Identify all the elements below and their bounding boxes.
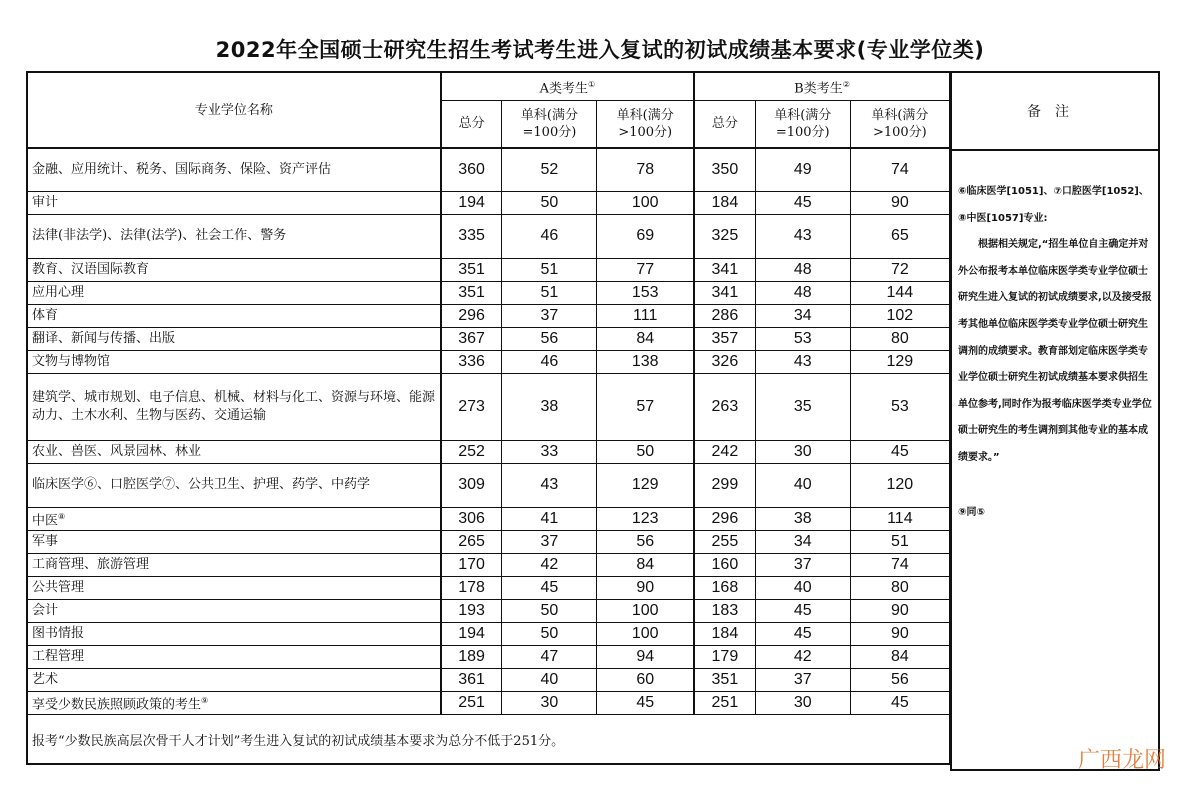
- remarks-note-medical: ⑥临床医学[1051]、⑦口腔医学[1052]、⑧中医[1057]专业:: [958, 186, 1149, 224]
- a-s2-cell: 111: [597, 304, 694, 327]
- a-s1-cell: 50: [502, 191, 597, 214]
- table-row: [27, 304, 950, 327]
- degree-name-cell: 军事: [27, 530, 441, 553]
- a-s2-cell: 100: [597, 191, 694, 214]
- b-total-cell: 357: [694, 327, 755, 350]
- a-s1-cell: 40: [502, 668, 597, 691]
- b-s1-cell: 34: [755, 530, 850, 553]
- b-total-cell: 255: [694, 530, 755, 553]
- b-total-cell: 326: [694, 350, 755, 373]
- b-total-cell: 184: [694, 622, 755, 645]
- degree-name-cell: 金融、应用统计、税务、国际商务、保险、资产评估: [27, 148, 441, 191]
- a-s2-cell: 138: [597, 350, 694, 373]
- b-s2-cell: 114: [850, 507, 949, 530]
- b-total-cell: 351: [694, 668, 755, 691]
- b-s1-cell: 40: [755, 463, 850, 507]
- a-s2-cell: 100: [597, 599, 694, 622]
- b-s2-cell: 102: [850, 304, 949, 327]
- a-total-cell: 252: [441, 440, 502, 463]
- a-s1-cell: 56: [502, 327, 597, 350]
- degree-name-cell: 中医⑧: [27, 507, 441, 530]
- b-s1-cell: 37: [755, 553, 850, 576]
- a-s1-cell: 46: [502, 350, 597, 373]
- b-s1-cell: 37: [755, 668, 850, 691]
- a-total-cell: 296: [441, 304, 502, 327]
- a-s2-cell: 123: [597, 507, 694, 530]
- b-total-cell: 341: [694, 258, 755, 281]
- b-s2-cell: 90: [850, 599, 949, 622]
- b-total-cell: 341: [694, 281, 755, 304]
- table-row: [27, 148, 950, 191]
- a-total-cell: 178: [441, 576, 502, 599]
- a-total-cell: 251: [441, 691, 502, 714]
- header-b-total: 总分: [694, 100, 755, 148]
- a-s1-cell: 52: [502, 148, 597, 191]
- b-s2-cell: 90: [850, 191, 949, 214]
- b-s2-cell: 80: [850, 576, 949, 599]
- degree-name-cell: 图书情报: [27, 622, 441, 645]
- b-s2-cell: 65: [850, 214, 949, 258]
- a-total-cell: 273: [441, 373, 502, 440]
- a-s2-cell: 94: [597, 645, 694, 668]
- degree-name-cell: 公共管理: [27, 576, 441, 599]
- table-row: [27, 530, 950, 553]
- a-s1-cell: 50: [502, 622, 597, 645]
- b-s1-cell: 43: [755, 350, 850, 373]
- a-total-cell: 194: [441, 191, 502, 214]
- footnote-text: 报考“少数民族高层次骨干人才计划”考生进入复试的初试成绩基本要求为总分不低于251分。: [27, 715, 950, 765]
- a-s2-cell: 60: [597, 668, 694, 691]
- a-s1-cell: 51: [502, 281, 597, 304]
- a-total-cell: 361: [441, 668, 502, 691]
- a-s1-cell: 41: [502, 507, 597, 530]
- a-total-cell: 335: [441, 214, 502, 258]
- a-total-cell: 309: [441, 463, 502, 507]
- b-total-cell: 183: [694, 599, 755, 622]
- b-s1-cell: 53: [755, 327, 850, 350]
- degree-name-cell: 临床医学⑥、口腔医学⑦、公共卫生、护理、药学、中药学: [27, 463, 441, 507]
- table-row: [27, 668, 950, 691]
- a-s2-cell: 153: [597, 281, 694, 304]
- degree-name-cell: 会计: [27, 599, 441, 622]
- a-total-cell: 360: [441, 148, 502, 191]
- table-row: [27, 440, 950, 463]
- a-s2-cell: 78: [597, 148, 694, 191]
- table-row: [27, 599, 950, 622]
- table-row: [27, 281, 950, 304]
- b-s1-cell: 48: [755, 281, 850, 304]
- b-s2-cell: 45: [850, 691, 949, 714]
- b-s2-cell: 120: [850, 463, 949, 507]
- remarks-header: 备注: [952, 73, 1158, 151]
- a-s1-cell: 33: [502, 440, 597, 463]
- a-s2-cell: 57: [597, 373, 694, 440]
- remarks-note-regulation: 根据相关规定,“招生单位自主确定并对外公布报考本单位临床医学类专业学位硕士研究生进入复试的初试成绩要求,以及接受报考其他单位临床医学类专业学位硕士研究生调剂的成绩要求。教育部划定临床医学类专业学位硕士研究生初试成绩基本要求供招生单位参考,同时作为报考临床医学类专业学位硕士研究生的考生调剂到其他专业的基本成绩要求。”: [958, 239, 1152, 463]
- b-s1-cell: 34: [755, 304, 850, 327]
- a-s1-cell: 50: [502, 599, 597, 622]
- remarks-column: [950, 71, 1160, 771]
- header-group-b: B类考生②: [694, 72, 949, 100]
- b-total-cell: 350: [694, 148, 755, 191]
- table-row: [27, 691, 950, 714]
- b-total-cell: 168: [694, 576, 755, 599]
- table-row: [27, 645, 950, 668]
- score-sheet: [26, 71, 1160, 773]
- b-s2-cell: 90: [850, 622, 949, 645]
- degree-name-cell: 教育、汉语国际教育: [27, 258, 441, 281]
- b-s1-cell: 38: [755, 507, 850, 530]
- a-s1-cell: 37: [502, 304, 597, 327]
- b-total-cell: 160: [694, 553, 755, 576]
- b-s2-cell: 53: [850, 373, 949, 440]
- remarks-note-same: ⑨同⑤: [958, 506, 985, 518]
- table-row: [27, 576, 950, 599]
- b-s1-cell: 42: [755, 645, 850, 668]
- a-s1-cell: 45: [502, 576, 597, 599]
- table-row: [27, 373, 950, 440]
- b-total-cell: 179: [694, 645, 755, 668]
- a-total-cell: 351: [441, 281, 502, 304]
- table-row: [27, 622, 950, 645]
- a-s2-cell: 90: [597, 576, 694, 599]
- degree-name-cell: 审计: [27, 191, 441, 214]
- degree-name-cell: 农业、兽医、风景园林、林业: [27, 440, 441, 463]
- b-total-cell: 286: [694, 304, 755, 327]
- a-s2-cell: 69: [597, 214, 694, 258]
- a-s2-cell: 45: [597, 691, 694, 714]
- remarks-body: [952, 151, 1158, 526]
- b-s1-cell: 35: [755, 373, 850, 440]
- b-s1-cell: 30: [755, 691, 850, 714]
- a-s1-cell: 42: [502, 553, 597, 576]
- table-row: [27, 327, 950, 350]
- degree-name-cell: 工程管理: [27, 645, 441, 668]
- header-a-total: 总分: [441, 100, 502, 148]
- a-s1-cell: 51: [502, 258, 597, 281]
- b-total-cell: 184: [694, 191, 755, 214]
- a-total-cell: 193: [441, 599, 502, 622]
- a-s2-cell: 84: [597, 553, 694, 576]
- b-s2-cell: 45: [850, 440, 949, 463]
- degree-name-cell: 应用心理: [27, 281, 441, 304]
- b-s2-cell: 129: [850, 350, 949, 373]
- a-total-cell: 336: [441, 350, 502, 373]
- a-total-cell: 194: [441, 622, 502, 645]
- b-s2-cell: 51: [850, 530, 949, 553]
- a-total-cell: 265: [441, 530, 502, 553]
- watermark-logo: 广西龙网: [1077, 748, 1166, 773]
- table-row: [27, 507, 950, 530]
- a-s2-cell: 50: [597, 440, 694, 463]
- a-total-cell: 351: [441, 258, 502, 281]
- a-s1-cell: 37: [502, 530, 597, 553]
- b-total-cell: 296: [694, 507, 755, 530]
- b-s2-cell: 56: [850, 668, 949, 691]
- a-s2-cell: 84: [597, 327, 694, 350]
- degree-name-cell: 艺术: [27, 668, 441, 691]
- a-total-cell: 306: [441, 507, 502, 530]
- b-total-cell: 299: [694, 463, 755, 507]
- b-s2-cell: 144: [850, 281, 949, 304]
- degree-name-cell: 翻译、新闻与传播、出版: [27, 327, 441, 350]
- a-s1-cell: 47: [502, 645, 597, 668]
- a-s2-cell: 100: [597, 622, 694, 645]
- score-table: [26, 71, 950, 765]
- a-s1-cell: 30: [502, 691, 597, 714]
- b-s1-cell: 43: [755, 214, 850, 258]
- page-title: 2022年全国硕士研究生招生考试考生进入复试的初试成绩基本要求(专业学位类): [215, 38, 985, 62]
- table-row: [27, 463, 950, 507]
- degree-name-cell: 文物与博物馆: [27, 350, 441, 373]
- a-s2-cell: 77: [597, 258, 694, 281]
- b-s1-cell: 45: [755, 191, 850, 214]
- header-degree-name: 专业学位名称: [27, 72, 441, 148]
- b-s2-cell: 74: [850, 148, 949, 191]
- degree-name-cell: 工商管理、旅游管理: [27, 553, 441, 576]
- header-b-single-100: 单科(满分=100分): [755, 100, 850, 148]
- b-total-cell: 263: [694, 373, 755, 440]
- b-s1-cell: 49: [755, 148, 850, 191]
- header-a-single-100: 单科(满分=100分): [502, 100, 597, 148]
- header-a-single-gt100: 单科(满分>100分): [597, 100, 694, 148]
- degree-name-cell: 法律(非法学)、法律(法学)、社会工作、警务: [27, 214, 441, 258]
- table-row: [27, 191, 950, 214]
- b-s2-cell: 84: [850, 645, 949, 668]
- header-group-a: A类考生①: [441, 72, 694, 100]
- table-row: [27, 350, 950, 373]
- b-total-cell: 325: [694, 214, 755, 258]
- a-s1-cell: 46: [502, 214, 597, 258]
- a-total-cell: 170: [441, 553, 502, 576]
- b-total-cell: 251: [694, 691, 755, 714]
- table-row: [27, 553, 950, 576]
- b-s1-cell: 48: [755, 258, 850, 281]
- a-s1-cell: 38: [502, 373, 597, 440]
- a-s2-cell: 56: [597, 530, 694, 553]
- b-s1-cell: 30: [755, 440, 850, 463]
- a-s1-cell: 43: [502, 463, 597, 507]
- degree-name-cell: 享受少数民族照顾政策的考生⑨: [27, 691, 441, 714]
- b-total-cell: 242: [694, 440, 755, 463]
- b-s1-cell: 40: [755, 576, 850, 599]
- table-row: [27, 258, 950, 281]
- a-total-cell: 189: [441, 645, 502, 668]
- degree-name-cell: 体育: [27, 304, 441, 327]
- a-total-cell: 367: [441, 327, 502, 350]
- a-s2-cell: 129: [597, 463, 694, 507]
- b-s1-cell: 45: [755, 599, 850, 622]
- header-b-single-gt100: 单科(满分>100分): [850, 100, 949, 148]
- table-row: [27, 214, 950, 258]
- b-s1-cell: 45: [755, 622, 850, 645]
- b-s2-cell: 72: [850, 258, 949, 281]
- b-s2-cell: 80: [850, 327, 949, 350]
- degree-name-cell: 建筑学、城市规划、电子信息、机械、材料与化工、资源与环境、能源动力、土木水利、生物与医药、交通运输: [27, 373, 441, 440]
- b-s2-cell: 74: [850, 553, 949, 576]
